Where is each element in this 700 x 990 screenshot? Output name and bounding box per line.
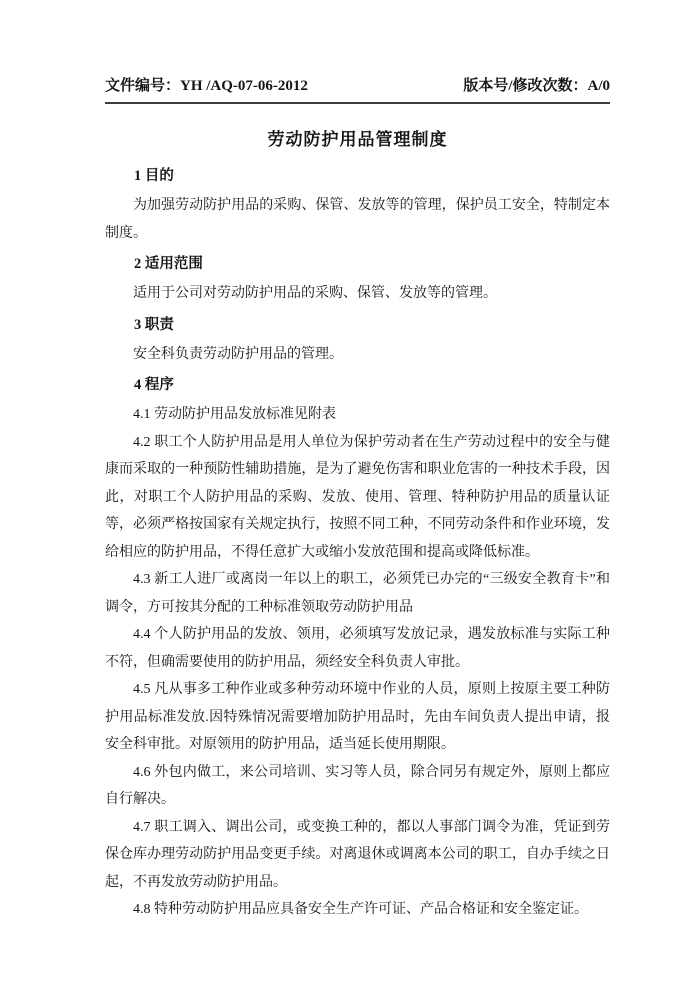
document-header (105, 74, 610, 104)
body-paragraph: 为加强劳动防护用品的采购、保管、发放等的管理，保护员工安全，特制定本制度。 (105, 198, 610, 241)
document-body (105, 163, 610, 924)
document-page (105, 74, 610, 924)
section-heading: 1 目的 (134, 168, 174, 184)
body-paragraph: 4.7 职工调入、调出公司，或变换工种的，都以人事部门调令为准，凭证到劳保仓库办理劳动防护用品变更手续。对离退休或调离本公司的职工，自办手续之日起，不再发放劳动防护用品。 (105, 819, 610, 890)
body-paragraph: 4.6 外包内做工，来公司培训、实习等人员，除合同另有规定外，原则上都应自行解决。 (105, 764, 610, 807)
body-paragraph: 适用于公司对劳动防护用品的采购、保管、发放等的管理。 (133, 286, 497, 301)
body-paragraph: 安全科负责劳动防护用品的管理。 (133, 346, 343, 362)
section-heading: 3 职责 (134, 316, 174, 333)
page-title: 劳动防护用品管理制度 (267, 130, 448, 149)
body-paragraph: 4.3 新工人进厂或离岗一年以上的职工，必须凭已办完的“三级安全教育卡”和调令，方可按其分配的工种标准领取劳动防护用品 (105, 572, 610, 615)
body-paragraph: 4.2 职工个人防护用品是用人单位为保护劳动者在生产劳动过程中的安全与健康而采取的一种预防性辅助措施，是为了避免伤害和职业危害的一种技术手段，因此，对职工个人防护用品的采购、发放、使用、管理、特种防护用品的质量认证等，必须严格按国家有关规定执行，按照不同工种，不同劳动条件和作业环境，发给相应的防护用品，不得任意扩大或缩小发放范围和提高或降低标准。 (105, 434, 610, 560)
body-paragraph: 4.5 凡从事多工种作业或多种劳动环境中作业的人员，原则上按原主要工种防护用品标准发放.因特殊情况需要增加防护用品时，先由车间负责人提出申请，报安全科审批。对原领用的防护用品，适当延长使用期限。 (105, 682, 610, 752)
body-paragraph: 4.1 劳动防护用品发放标准见附表 (133, 407, 336, 422)
body-paragraph: 4.8 特种劳动防护用品应具备安全生产许可证、产品合格证和安全鉴定证。 (133, 902, 588, 917)
section-heading: 2 适用范围 (134, 256, 203, 272)
body-paragraph: 4.4 个人防护用品的发放、领用，必须填写发放记录，遇发放标准与实际工种不符，但确需要使用的防护用品，须经安全科负责人审批。 (105, 627, 610, 670)
doc-version: 版本号/修改次数：A/0 (463, 78, 610, 94)
doc-number: 文件编号：YH /AQ-07-06-2012 (105, 78, 308, 94)
section-heading: 4 程序 (134, 377, 174, 393)
